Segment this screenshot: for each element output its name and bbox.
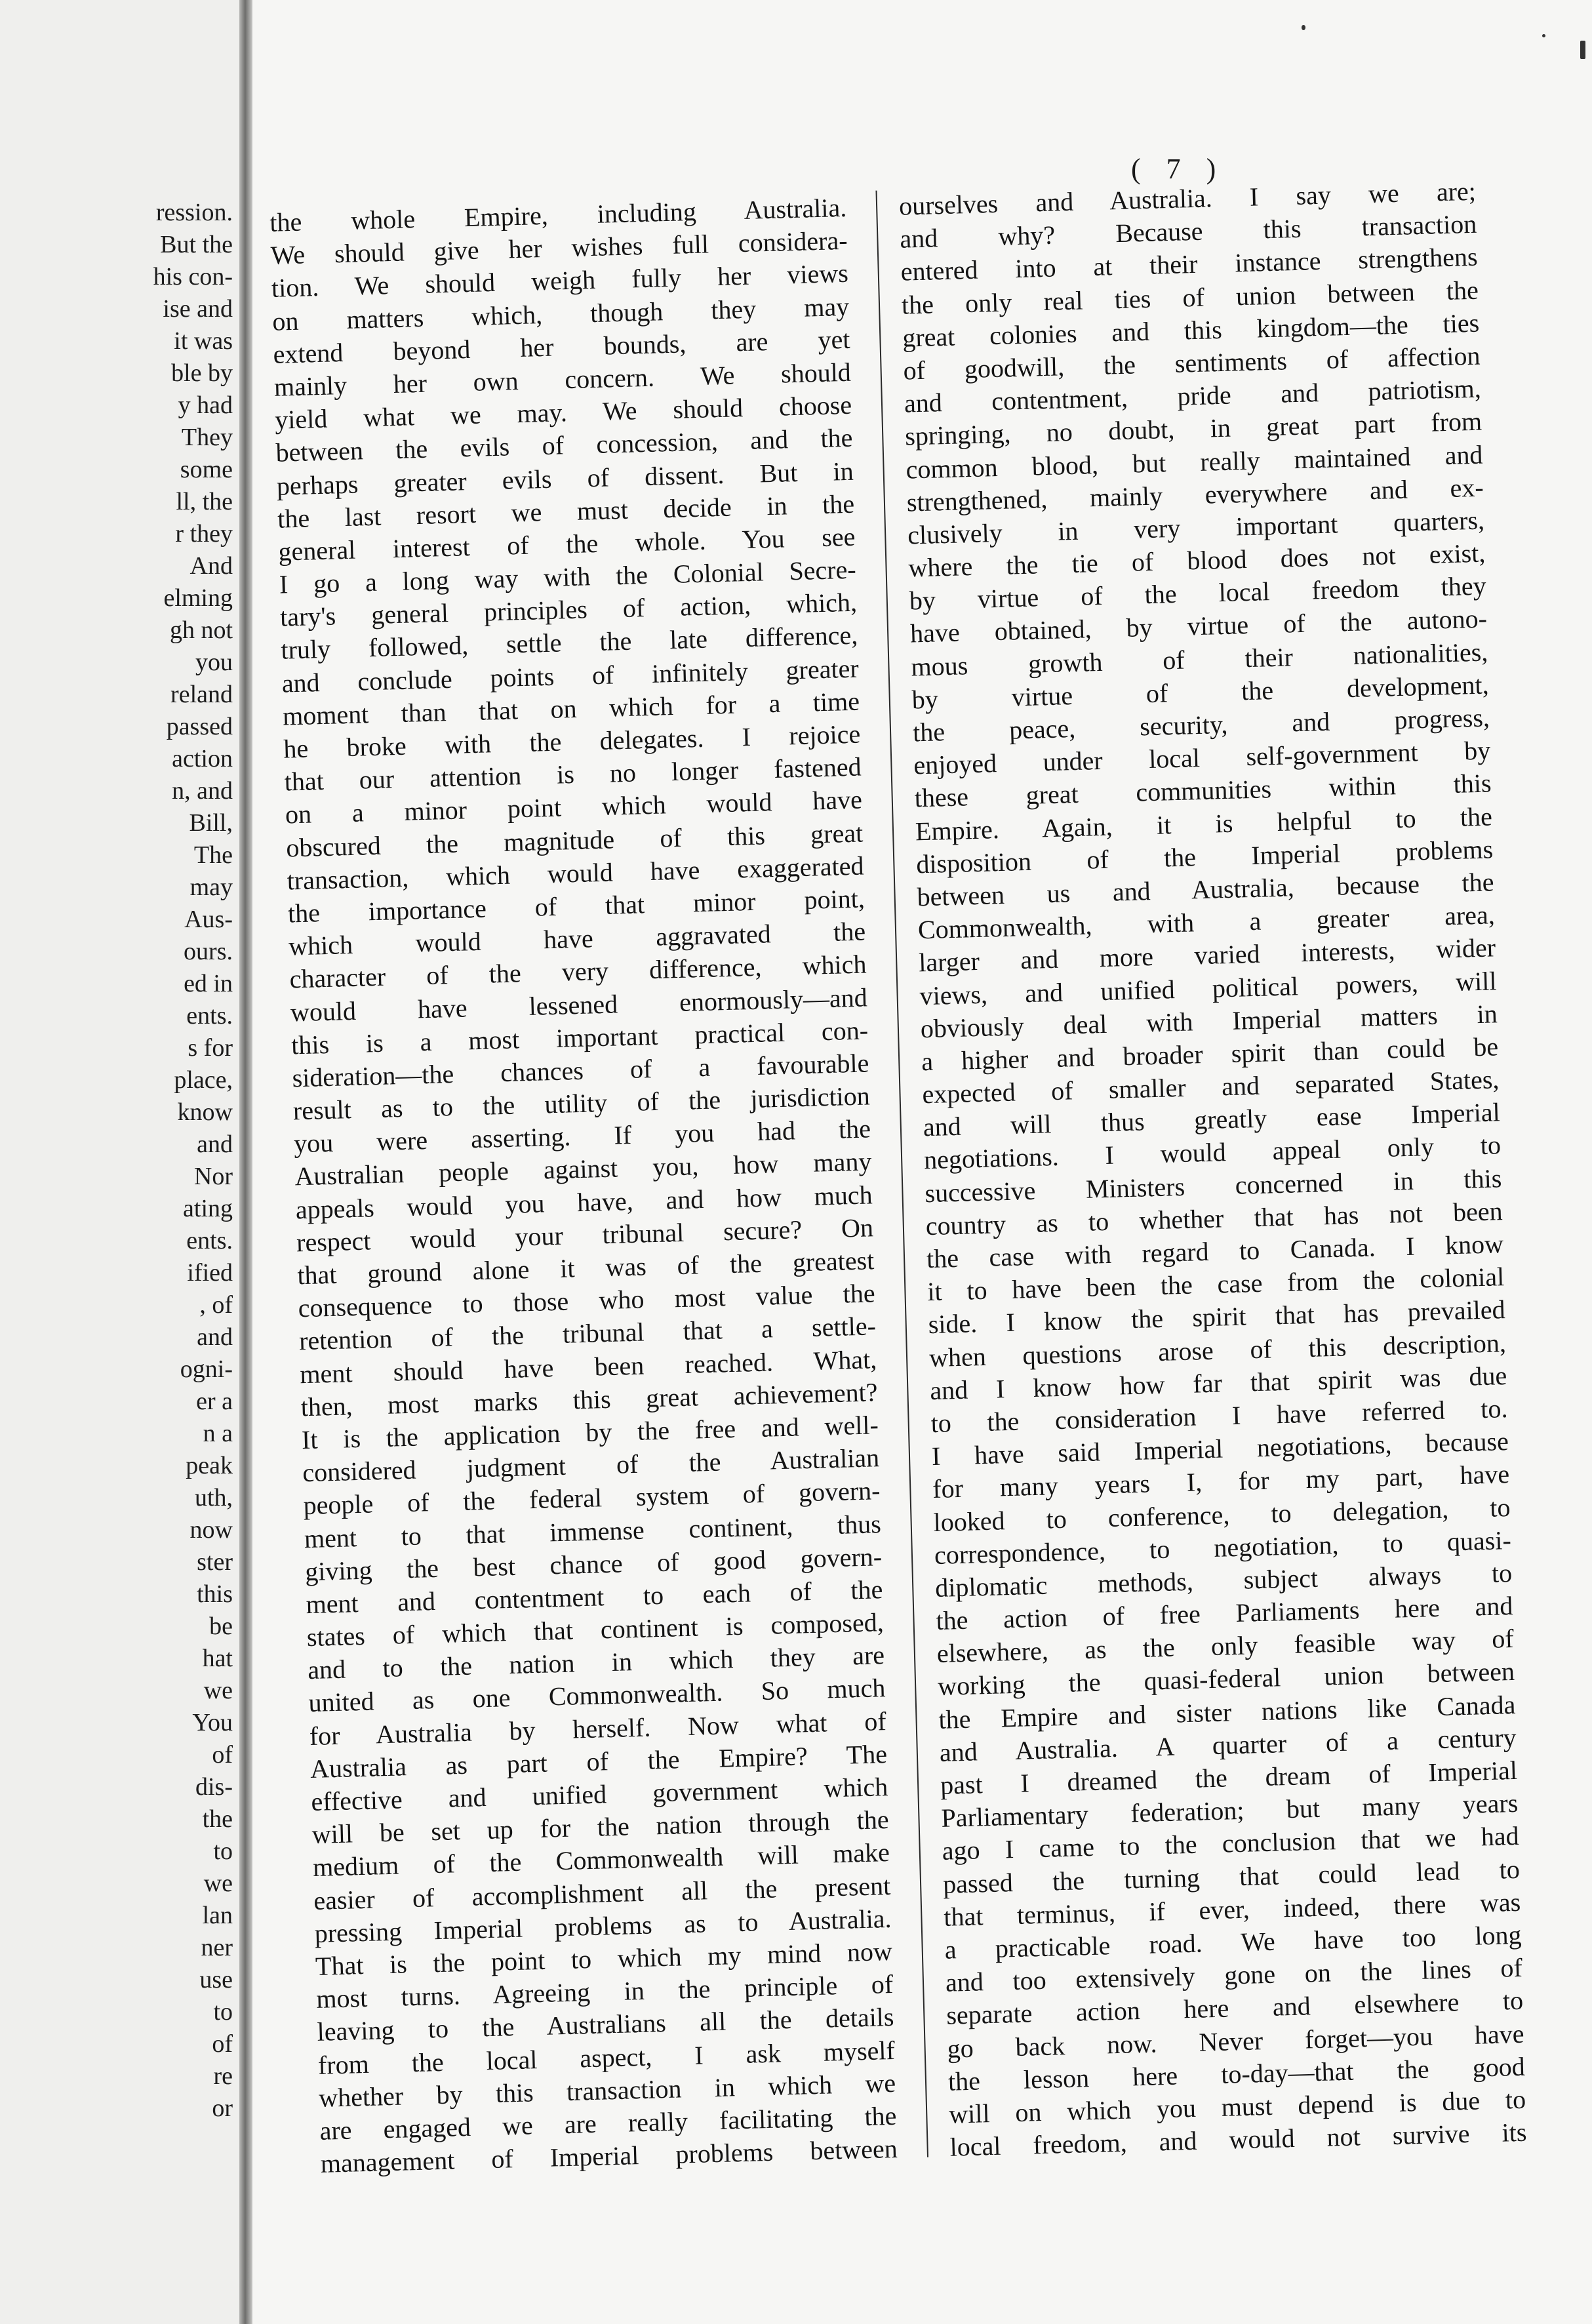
text-line: which would have aggravated the (288, 916, 866, 961)
left-page-fragment-line: know (177, 1098, 233, 1126)
text-line: that our attention is no longer fastened (284, 751, 862, 797)
text-line: by virtue of the development, (911, 670, 1490, 715)
text-line: character of the very difference, which (289, 949, 867, 994)
left-page-fragment-line: ble by (171, 359, 233, 387)
text-line: disposition of the Imperial problems (915, 834, 1494, 879)
text-line: giving the best chance of good govern- (304, 1541, 883, 1586)
left-page-fragment-line: reland (170, 681, 233, 708)
text-line: for Australia by herself. Now what of (309, 1706, 887, 1751)
text-line: yield what we may. We should choose (274, 390, 852, 435)
left-page-fragment-line: r they (175, 520, 233, 548)
text-line: a practicable road. We have too long (944, 1919, 1522, 1965)
text-line: springing, no doubt, in great part from (904, 406, 1483, 451)
left-page-fragment-line: And (189, 552, 233, 580)
left-page-fragment-line: lan (202, 1902, 233, 1929)
text-line: correspondence, to negotiation, to quasi- (934, 1525, 1512, 1570)
left-page-fragment-line: place, (174, 1066, 233, 1094)
left-page-fragment-line: and (197, 1131, 233, 1158)
text-line: Parliamentary federation; but many years (940, 1788, 1519, 1833)
text-line: the peace, security, and progress, (912, 702, 1490, 748)
text-line: united as one Commonwealth. So much (308, 1673, 886, 1718)
left-page-fragment-line: some (180, 456, 233, 483)
text-line: and conclude points of infinitely greater (281, 653, 860, 698)
left-page-fragment-line: ner (201, 1934, 233, 1961)
left-page-text-fragments (36, 197, 233, 2125)
text-line: when questions arose of this description, (928, 1327, 1507, 1372)
text-line: Commonwealth, with a greater area, (917, 900, 1496, 945)
text-line: the whole Empire, including Australia. (269, 192, 847, 237)
text-line: side. I know the spirit that has prevailed (928, 1294, 1506, 1340)
text-line: We should give her wishes full considera- (270, 225, 848, 271)
left-page-fragment-line: hat (202, 1645, 233, 1672)
left-page-fragment-line: the (202, 1805, 233, 1833)
text-line: from the local aspect, I ask myself (317, 2035, 896, 2080)
left-page-fragment-line: Aus- (184, 906, 233, 933)
text-line: common blood, but really maintained and (905, 439, 1483, 485)
text-line: people of the federal system of govern- (303, 1475, 881, 1521)
left-page-fragment-line: passed (166, 713, 233, 740)
text-line: by virtue of the local freedom they (909, 571, 1487, 616)
text-line: and I know how far that spirit was due (929, 1360, 1507, 1405)
text-line: separate action here and elsewhere to (945, 1986, 1524, 2031)
text-line: enjoyed under local self-government by (913, 735, 1491, 780)
text-line: retention of the tribunal that a settle- (298, 1311, 877, 1356)
left-page-fragment-line: er a (196, 1388, 233, 1415)
text-line: ment and contentment to each of the (306, 1574, 883, 1619)
left-page-fragment-line: elming (163, 584, 233, 612)
text-line: you were asserting. If you had the (293, 1113, 871, 1159)
text-line: and to the nation in which they are (307, 1640, 885, 1685)
text-line: general interest of the whole. You see (277, 521, 856, 567)
text-line: the only real ties of union between the (901, 275, 1479, 320)
text-line: larger and more varied interests, wider (918, 932, 1496, 978)
text-line: considered judgment of the Australian (302, 1443, 880, 1488)
left-page-fragment-line: ents. (186, 1002, 233, 1030)
left-page-fragment-line: this (197, 1580, 233, 1608)
text-line: and contentment, pride and patriotism, (904, 373, 1482, 418)
text-line: on matters which, though they may (271, 291, 850, 336)
left-page-fragment-line: we (203, 1677, 233, 1704)
text-line: result as to the utility of the jurisdiction (292, 1081, 871, 1126)
left-page-fragment-line: , of (199, 1291, 233, 1319)
text-line: where the tie of blood does not exist, (907, 538, 1486, 583)
left-page-fragment-line: his con- (153, 263, 233, 290)
left-page-fragment-line: y had (178, 391, 233, 419)
left-page-edge (0, 0, 239, 2324)
left-page-fragment-line: now (189, 1516, 233, 1544)
text-line: that terminus, if ever, indeed, there was (943, 1887, 1521, 1932)
text-line: Australia as part of the Empire? The (309, 1738, 888, 1784)
text-line: effective and unified government which (310, 1772, 888, 1817)
text-line: a higher and broader spirit than could be (921, 1032, 1499, 1077)
left-page-fragment-line: ating (183, 1195, 233, 1222)
column-right (898, 175, 1527, 2164)
left-page-fragment-line: Nor (193, 1163, 233, 1190)
text-line: the importance of that minor point, (287, 883, 866, 929)
left-page-fragment-line: be (209, 1613, 233, 1640)
text-line: working the quasi-federal union between (937, 1656, 1515, 1702)
left-page-fragment-line: peak (186, 1452, 233, 1479)
text-line: and why? Because this transaction (899, 209, 1477, 254)
text-line: perhaps greater evils of dissent. But in (276, 456, 854, 501)
text-line: moment than that on which for a time (282, 686, 860, 731)
text-line: are engaged we are really facilitating the (319, 2100, 897, 2146)
text-line: to the consideration I have referred to. (930, 1393, 1509, 1439)
left-page-fragment-line: or (212, 2094, 233, 2122)
left-page-fragment-line: ified (187, 1259, 233, 1287)
left-page-fragment-line: ours. (184, 938, 233, 965)
text-line: country as to whether that has not been (925, 1195, 1503, 1241)
left-page-fragment-line: use (199, 1966, 233, 1993)
left-page-fragment-line: ression. (155, 199, 233, 226)
left-page-fragment-line: re (213, 2062, 233, 2090)
dust-speck (1302, 25, 1305, 30)
left-page-fragment-line: ents. (186, 1227, 233, 1254)
text-line: for many years I, for my part, have (932, 1459, 1510, 1504)
text-line: consequence to those who most value the (298, 1278, 876, 1323)
text-columns (269, 174, 1540, 2186)
text-line: pressing Imperial problems as to Australia. (314, 1903, 892, 1948)
text-line: go back now. Never forget—you have (947, 2018, 1524, 2064)
left-page-fragment-line: may (189, 873, 233, 901)
text-line: ago I came to the conclusion that we had (942, 1821, 1520, 1866)
text-line: on a minor point which would have (285, 784, 863, 830)
left-page-fragment-line: it was (174, 327, 233, 355)
left-page-fragment-line: gh not (169, 616, 233, 644)
text-line: leaving to the Australians all the details (317, 2002, 894, 2047)
text-line: most turns. Agreeing in the principle of (315, 1969, 894, 2014)
left-page-fragment-line: ster (197, 1548, 233, 1576)
left-page-fragment-line: uth, (194, 1484, 233, 1512)
text-line: entered into at their instance strengthens (900, 242, 1479, 287)
left-page-fragment-line: n, and (172, 777, 233, 805)
text-line: then, most marks this great achievement? (300, 1376, 879, 1422)
text-line: clusively in very important quarters, (907, 505, 1485, 550)
text-line: ourselves and Australia. I say we are; (898, 176, 1477, 221)
text-line: and too extensively gone on the lines of (945, 1952, 1523, 1997)
book-gutter (239, 0, 252, 2324)
text-line: the last resort we must decide in the (277, 489, 855, 534)
left-page-fragment-line: n a (203, 1420, 233, 1447)
left-page-fragment-line: They (181, 424, 233, 451)
left-page-fragment-line: ise and (163, 295, 233, 323)
dust-speck (1580, 41, 1585, 59)
left-page-fragment-line: ogni- (180, 1355, 233, 1383)
left-page-fragment-line: dis- (195, 1773, 233, 1801)
left-page-fragment-line: The (193, 841, 233, 869)
text-line: respect would your tribunal secure? On (296, 1212, 874, 1258)
text-line: I have said Imperial negotiations, because (931, 1426, 1509, 1472)
column-left (269, 191, 898, 2180)
left-page-fragment-line: and (197, 1323, 233, 1351)
text-line: strengthened, mainly everywhere and ex- (906, 472, 1484, 517)
left-page-fragment-line: You (192, 1709, 233, 1736)
text-line: I go a long way with the Colonial Secre- (279, 554, 857, 599)
text-line: whether by this transaction in which we (318, 2068, 896, 2113)
text-line: great colonies and this kingdom—the ties (902, 308, 1480, 353)
text-line: appeals would you have, and how much (295, 1179, 873, 1224)
page-number: ( 7 ) (1131, 153, 1225, 185)
text-line: tary's general principles of action, which, (279, 587, 858, 632)
text-line: and Australia. A quarter of a century (939, 1722, 1517, 1767)
text-line: extend beyond her bounds, are yet (273, 324, 850, 369)
left-page-fragment-line: you (195, 649, 233, 676)
text-line: diplomatic methods, subject always to (934, 1557, 1513, 1603)
text-line: That is the point to which my mind now (315, 1936, 893, 1981)
text-line: obviously deal with Imperial matters in (920, 998, 1498, 1043)
text-line: obscured the magnitude of this great (285, 818, 864, 863)
left-page-fragment-line: action (172, 745, 233, 772)
left-page-fragment-line: But the (160, 231, 233, 258)
text-line: have obtained, by virtue of the autono- (909, 603, 1488, 649)
left-page-fragment-line: of (212, 1741, 233, 1769)
text-line: passed the turning that could lead to (942, 1854, 1521, 1899)
text-line: sideration—the chances of a favourable (292, 1048, 869, 1093)
text-line: Empire. Again, it is helpful to the (915, 801, 1493, 846)
text-line: of goodwill, the sentiments of affection (903, 340, 1481, 386)
text-line: truly followed, settle the late difference, (280, 620, 858, 666)
left-page-fragment-line: ed in (184, 970, 233, 997)
text-line: Australian people against you, how many (294, 1146, 872, 1192)
left-page-fragment-line: we (203, 1870, 233, 1897)
left-page-fragment-line: of (212, 2030, 233, 2058)
text-line: the Empire and sister nations like Canada (938, 1689, 1516, 1734)
left-page-fragment-line: s for (188, 1034, 233, 1062)
text-line: he broke with the delegates. I rejoice (283, 719, 861, 764)
text-line: it to have been the case from the colonial (926, 1262, 1505, 1307)
text-line: the case with regard to Canada. I know (926, 1229, 1504, 1274)
text-line: tion. We should weigh fully her views (271, 258, 849, 304)
text-line: looked to conference, to delegation, to (933, 1492, 1511, 1537)
text-line: management of Imperial problems between (320, 2133, 898, 2178)
text-line: easier of accomplishment all the present (313, 1870, 891, 1915)
text-line: elsewhere, as the only feasible way of (936, 1624, 1515, 1669)
left-page-fragment-line: to (213, 1998, 233, 2026)
text-line: mainly her own concern. We should (273, 357, 852, 402)
text-line: local freedom, and would not survive its (949, 2117, 1527, 2162)
text-line: would have lessened enormously—and (290, 982, 868, 1027)
text-line: the action of free Parliaments here and (936, 1591, 1513, 1636)
text-line: will be set up for the nation through the (311, 1805, 890, 1850)
text-line: this is a most important practical con- (290, 1015, 869, 1060)
left-page-fragment-line: ll, the (176, 488, 233, 515)
text-line: transaction, which would have exaggerated (287, 851, 864, 896)
text-line: between the evils of concession, and the (275, 423, 853, 468)
text-line: expected of smaller and separated States, (921, 1064, 1500, 1110)
text-line: states of which that continent is composed, (306, 1607, 885, 1653)
left-page-fragment-line: Bill, (189, 809, 233, 837)
text-line: negotiations. I would appeal only to (923, 1130, 1502, 1175)
text-line: these great communities within this (914, 768, 1492, 813)
text-line: medium of the Commonwealth will make (312, 1837, 890, 1883)
text-line: that ground alone it was of the greatest (296, 1245, 875, 1291)
text-line: will on which you must depend is due to (948, 2084, 1526, 2129)
text-line: the lesson here to-day—that the good (947, 2051, 1526, 2096)
text-line: ment to that immense continent, thus (304, 1508, 882, 1553)
text-line: successive Ministers concerned in this (924, 1163, 1502, 1208)
text-line: between us and Australia, because the (917, 867, 1494, 912)
text-line: ment should have been reached. What, (299, 1344, 877, 1389)
left-page-fragment-line: to (213, 1837, 233, 1865)
text-line: past I dreamed the dream of Imperial (940, 1755, 1518, 1800)
text-line: mous growth of their nationalities, (910, 637, 1488, 682)
text-line: views, and unified political powers, will (919, 965, 1497, 1011)
text-line: and will thus greatly ease Imperial (923, 1097, 1501, 1142)
dust-speck (1542, 34, 1545, 37)
text-line: It is the application by the free and well- (301, 1410, 879, 1455)
